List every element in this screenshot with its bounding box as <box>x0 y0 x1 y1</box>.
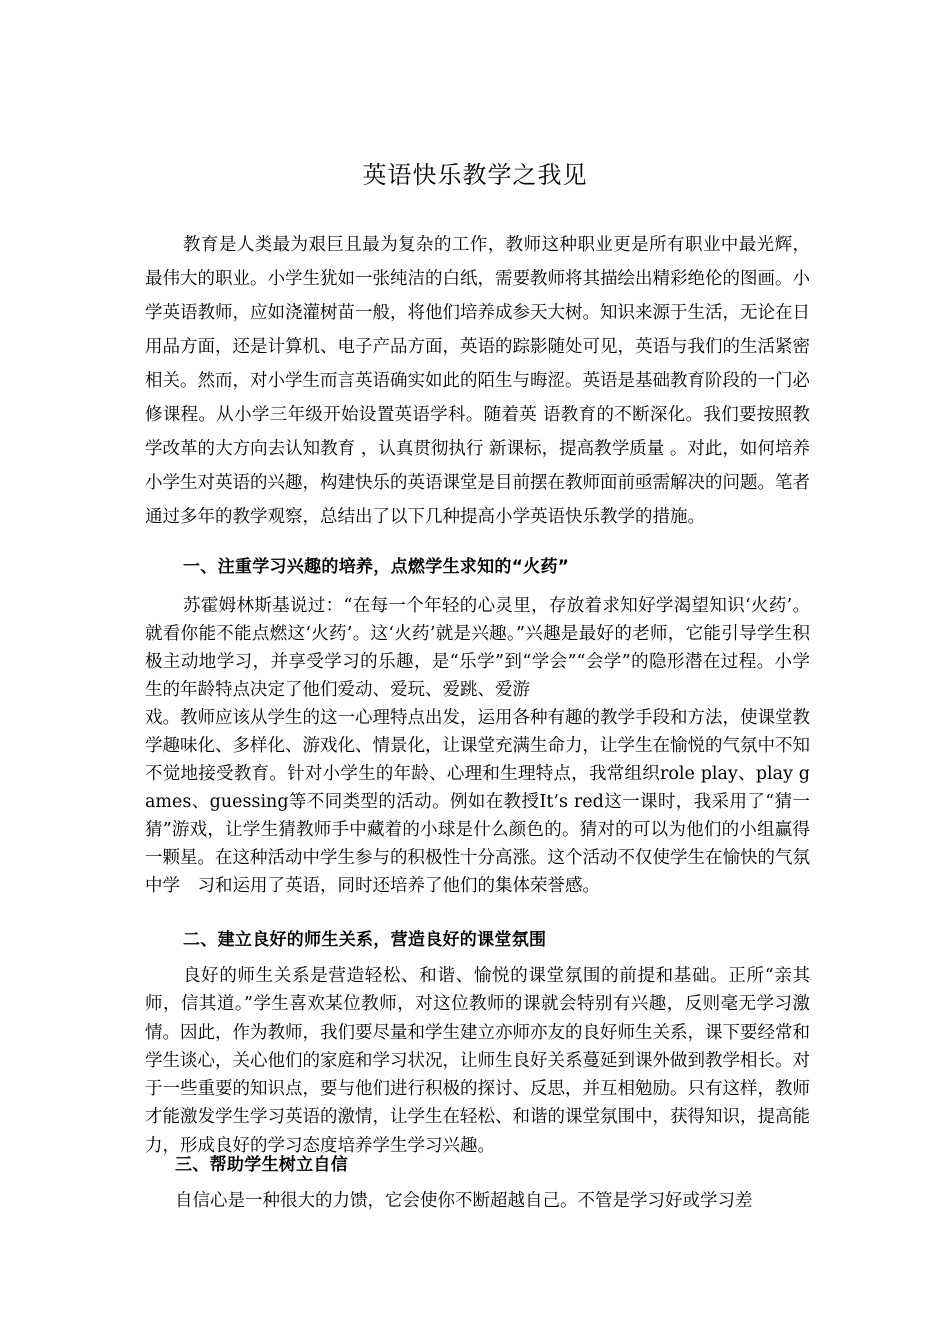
intro-paragraph: 教育是人类最为艰巨且最为复杂的工作，教师这种职业更是所有职业中最光辉，最伟大的职业。小学生犹如一张纯洁的白纸，需要教师将其描绘出精彩绝伦的图画。小学英语教师，应如浇灌树苗一般，将他们培养成参天大树。知识来源于生活，无论在日用品方面，还是计算机、电子产品方面，英语的踪影随处可见，英语与我们的生活紧密相关。然而，对小学生而言英语确实如此的陌生与晦涩。英语是基础教育阶段的一门必修课程。从小学三年级开始设置英语学科。随着英 语教育的不断深化。我们要按照教学改革的大方向去认知教育 ，认真贯彻执行 新课标，提高教学质量 。对此，如何培养小学生对英语的兴趣，构建快乐的英语课堂是目前摆在教师面前亟需解决的问题。笔者通过多年的教学观察，总结出了以下几种提高小学英语快乐教学的措施。 <box>145 235 810 527</box>
section-1-paragraph: 苏霍姆林斯基说过：“在每一个年轻的心灵里，存放着求知好学渴望知识‘火药’。就看你能不能点燃这‘火药’。这‘火药’就是兴趣。”兴趣是最好的老师，它能引导学生积极主动地学习，并享受学习的乐趣，是“乐学”到“学会”“会学”的隐形潜在过程。小学生的年龄特点决定了他们爱动、爱玩、爱跳、爱游 戏。教师应该从学生的这一心理特点出发，运用各种有趣的教学手段和方法，使课堂教学趣味化、多样化、游戏化、情景化，让课堂充满生命力，让学生在愉悦的气氛中不知不觉地接受教育。针对小学生的年龄、心理和生理特点，我常组织role play、play games、guessing等不同类型的活动。例如在教授It’s red这一课时，我采用了“猜一猜”游戏，让学生猜教师手中藏着的小球是什么颜色的。猜对的可以为他们的小组赢得一颗星。在这种活动中学生参与的积极性十分高涨。这个活动不仅使学生在愉快的气氛中学 习和运用了英语，同时还培养了他们的集体荣誉感。 <box>145 596 810 896</box>
section-2-heading: 二、建立良好的师生关系，营造良好的课堂氛围 <box>183 930 547 950</box>
section-2-paragraph: 良好的师生关系是营造轻松、和谐、愉悦的课堂氛围的前提和基础。正所“亲其师，信其道。”学生喜欢某位教师，对这位教师的课就会特别有兴趣，反则毫无学习激情。因此，作为教师，我们要尽量和学生建立亦师亦友的良好师生关系，课下要经常和学生谈心，关心他们的家庭和学习状况，让师生良好关系蔓延到课外做到教学相长。对于一些重要的知识点，要与他们进行积极的探讨、反思，并互相勉励。只有这样，教师才能激发学生学习英语的激情，让学生在轻松、和谐的课堂氛围中，获得知识，提高能力，形成良好的学习态度培养学生学习兴趣。 <box>145 966 810 1156</box>
section-1-heading: 一、注重学习兴趣的培养，点燃学生求知的“火药” <box>183 557 570 577</box>
document-title: 英语快乐教学之我见 <box>362 161 588 189</box>
section-3-paragraph: 自信心是一种很大的力馈，它会使你不断超越自己。不管是学习好或学习差 <box>175 1191 753 1211</box>
section-3-heading: 三、帮助学生树立自信 <box>175 1155 348 1175</box>
